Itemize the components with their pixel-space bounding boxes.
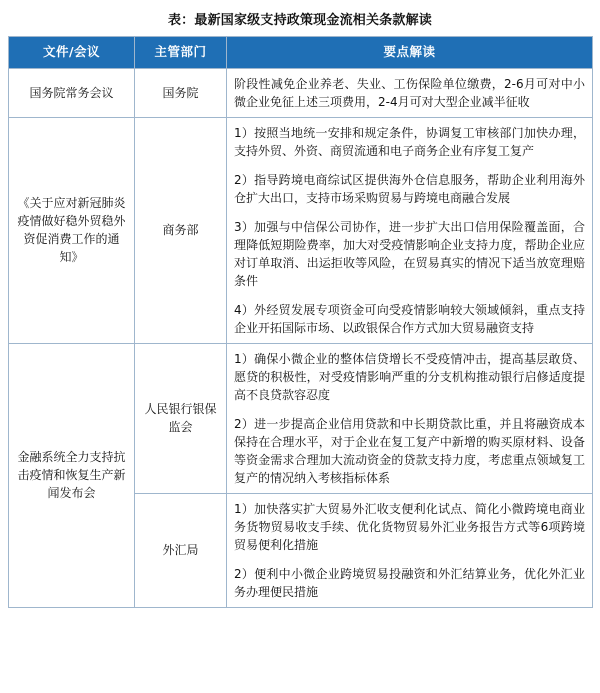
interpretation-paragraph: 阶段性减免企业养老、失业、工伤保险单位缴费，2-6月可对中小微企业免征上述三项费用，2-4月可对大型企业减半征收 <box>234 76 585 109</box>
interpretation-paragraph: 2）便利中小微企业跨境贸易投融资和外汇结算业务，优化外汇业务办理便民措施 <box>234 566 585 599</box>
interpretation-paragraph: 1）加快落实扩大贸易外汇收支便利化试点、简化小微跨境电商业务货物贸易收支手续、优化货物贸易外汇业务报告方式等6项跨境贸易便利化措施 <box>234 501 585 552</box>
cell-interpretation <box>227 343 593 493</box>
table-row <box>9 343 593 493</box>
cell-interpretation <box>227 117 593 343</box>
table-caption: 表：最新国家级支持政策现金流相关条款解读 <box>167 13 432 28</box>
cell-department: 外汇局 <box>135 493 227 607</box>
table-row <box>9 68 593 117</box>
cell-document: 国务院常务会议 <box>9 68 135 117</box>
column-header-department: 主管部门 <box>135 37 227 69</box>
interpretation-paragraph: 4）外经贸发展专项资金可向受疫情影响较大领域倾斜，重点支持企业开拓国际市场、以政银保合作方式加大贸易融资支持 <box>234 302 585 335</box>
column-header-interpretation: 要点解读 <box>227 37 593 69</box>
cell-department: 人民银行银保监会 <box>135 343 227 493</box>
cell-department: 商务部 <box>135 117 227 343</box>
interpretation-paragraph: 3）加强与中信保公司协作，进一步扩大出口信用保险覆盖面，合理降低短期险费率，加大对受疫情影响企业支持力度，帮助企业应对订单取消、出运拒收等风险，在贸易真实的情况下适当放宽理赔条件 <box>234 219 585 288</box>
cell-document: 金融系统全力支持抗击疫情和恢复生产新闻发布会 <box>9 343 135 607</box>
interpretation-paragraph: 1）确保小微企业的整体信贷增长不受疫情冲击，提高基层敢贷、愿贷的积极性，对受疫情影响严重的分支机构推动银行启修适度提高不良贷款容忍度 <box>234 351 585 402</box>
interpretation-paragraph: 1）按照当地统一安排和规定条件，协调复工审核部门加快办理，支持外贸、外资、商贸流通和电子商务企业有序复工复产 <box>234 125 585 158</box>
interpretation-paragraph: 2）指导跨境电商综试区提供海外仓信息服务，帮助企业利用海外仓扩大出口，支持市场采购贸易与跨境电商融合发展 <box>234 172 585 205</box>
policy-table <box>8 36 593 608</box>
column-header-document: 文件/会议 <box>9 37 135 69</box>
table-header-row <box>9 37 593 69</box>
table-header <box>9 37 593 69</box>
cell-interpretation <box>227 68 593 117</box>
cell-department: 国务院 <box>135 68 227 117</box>
table-body <box>9 68 593 607</box>
cell-interpretation <box>227 493 593 607</box>
interpretation-paragraph: 2）进一步提高企业信用贷款和中长期贷款比重，并且将融资成本保持在合理水平，对于企业在复工复产中新增的购买原材料、设备等资金需求合理加大流动资金的贷款支持力度，考虑重点领域复工复产的情况纳入考核指标体系 <box>234 416 585 485</box>
table-row <box>9 117 593 343</box>
cell-document: 《关于应对新冠肺炎疫情做好稳外贸稳外资促消费工作的通知》 <box>9 117 135 343</box>
